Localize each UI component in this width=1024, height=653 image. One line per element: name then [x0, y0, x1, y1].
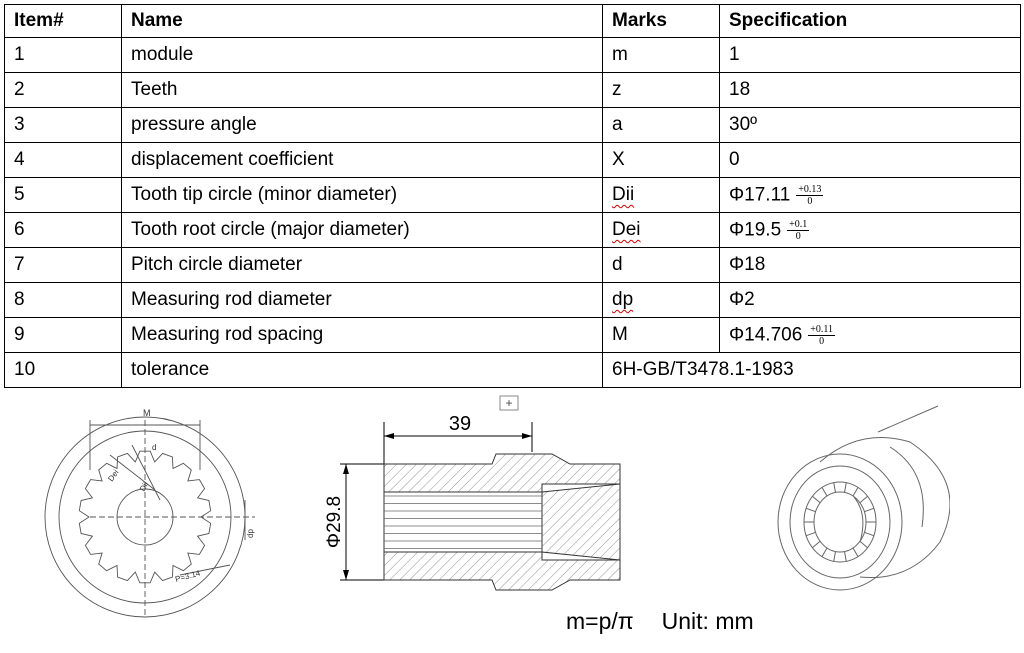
- cell-item: 1: [5, 38, 122, 73]
- iso-tooth: [864, 532, 873, 535]
- cell-item: 10: [5, 353, 122, 388]
- cell-spec: 0: [720, 143, 1021, 178]
- cell-mark: M: [603, 318, 720, 353]
- unit-label: Unit: mm: [661, 608, 754, 634]
- dim-length: 39: [448, 413, 472, 435]
- iso-tooth: [864, 508, 873, 511]
- cell-mark: [603, 283, 720, 318]
- label-d: d: [152, 443, 157, 452]
- iso-tooth: [806, 508, 815, 511]
- label-p: P=3.14: [174, 568, 202, 584]
- table-row: [5, 38, 1021, 73]
- cell-spec: [720, 178, 1021, 213]
- iso-tooth: [845, 552, 847, 562]
- cell-mark: z: [603, 73, 720, 108]
- tolerance-lower: 0: [795, 230, 801, 242]
- cell-item: 6: [5, 213, 122, 248]
- label-dp: dp: [246, 529, 255, 538]
- spec-value: Φ19.5: [729, 219, 782, 241]
- spec-value: Φ17.11: [729, 184, 791, 206]
- iso-tooth: [860, 496, 868, 502]
- cell-item: 8: [5, 283, 122, 318]
- iso-tooth: [812, 496, 820, 502]
- label-dii: Dii: [137, 480, 151, 493]
- label-dei: Dei: [106, 468, 121, 484]
- tolerance-upper: +0.11: [810, 323, 834, 335]
- iso-tooth: [845, 483, 847, 493]
- cell-name: Measuring rod diameter: [122, 283, 603, 318]
- expand-glyph: +: [505, 396, 513, 410]
- tolerance-lower: 0: [807, 195, 813, 207]
- cell-mark: a: [603, 108, 720, 143]
- cell-mark: X: [603, 143, 720, 178]
- table-row: [5, 283, 1021, 318]
- table-row: [5, 353, 1021, 388]
- module-formula: m=p/π: [566, 608, 634, 634]
- cell-item: 9: [5, 318, 122, 353]
- iso-tooth: [853, 487, 858, 496]
- cell-spec: 18: [720, 73, 1021, 108]
- tolerance-fraction: [787, 219, 809, 242]
- cell-spec: Φ2: [720, 283, 1021, 318]
- cell-spec: [720, 318, 1021, 353]
- cell-name: module: [122, 38, 603, 73]
- table-row: [5, 178, 1021, 213]
- table-row: [5, 248, 1021, 283]
- cell-item: 5: [5, 178, 122, 213]
- iso-tooth: [853, 548, 858, 557]
- cell-spec: 1: [720, 38, 1021, 73]
- cell-spec: 6H-GB/T3478.1-1983: [603, 353, 1021, 388]
- tolerance-upper: +0.1: [789, 218, 808, 230]
- iso-tooth: [834, 483, 836, 493]
- dim-diameter: Φ29.8: [324, 495, 345, 549]
- mark-text: Dei: [612, 219, 641, 240]
- tolerance-fraction: [796, 184, 823, 207]
- cell-mark: [603, 213, 720, 248]
- cell-name: Measuring rod spacing: [122, 318, 603, 353]
- cell-name: pressure angle: [122, 108, 603, 143]
- mark-text: dp: [612, 289, 634, 310]
- cell-name: Tooth root circle (major diameter): [122, 213, 603, 248]
- cell-item: 3: [5, 108, 122, 143]
- isometric-view-drawing: [760, 402, 950, 602]
- table-row: [5, 108, 1021, 143]
- iso-tooth: [860, 541, 868, 547]
- cell-item: 4: [5, 143, 122, 178]
- cell-spec: 30º: [720, 108, 1021, 143]
- front-view-drawing: [40, 400, 270, 620]
- cell-item: 2: [5, 73, 122, 108]
- caption: [566, 608, 782, 635]
- header-item: Item#: [5, 5, 122, 38]
- cell-mark: d: [603, 248, 720, 283]
- mark-text: Dii: [612, 184, 635, 205]
- cell-spec: [720, 213, 1021, 248]
- header-name: Name: [122, 5, 603, 38]
- cell-name: Teeth: [122, 73, 603, 108]
- header-specification: Specification: [720, 5, 1021, 38]
- cell-name: Tooth tip circle (minor diameter): [122, 178, 603, 213]
- iso-tooth: [812, 541, 820, 547]
- spec-value: Φ14.706: [729, 324, 803, 346]
- table-row: [5, 213, 1021, 248]
- spec-table: [4, 4, 1021, 388]
- iso-tooth: [822, 487, 827, 496]
- header-marks: Marks: [603, 5, 720, 38]
- cell-spec: Φ18: [720, 248, 1021, 283]
- table-row: [5, 143, 1021, 178]
- section-view-drawing: [320, 392, 640, 602]
- tolerance-fraction: [808, 324, 835, 347]
- tolerance-lower: 0: [819, 335, 825, 347]
- table-header-row: [5, 5, 1021, 38]
- table-row: [5, 318, 1021, 353]
- cell-mark: m: [603, 38, 720, 73]
- cell-name: displacement coefficient: [122, 143, 603, 178]
- table-row: [5, 73, 1021, 108]
- tolerance-upper: +0.13: [798, 183, 822, 195]
- label-m: M: [143, 408, 151, 418]
- cell-mark: [603, 178, 720, 213]
- iso-tooth: [834, 552, 836, 562]
- cell-name: Pitch circle diameter: [122, 248, 603, 283]
- iso-tooth: [806, 532, 815, 535]
- cell-name: tolerance: [122, 353, 603, 388]
- cell-item: 7: [5, 248, 122, 283]
- iso-tooth: [822, 548, 827, 557]
